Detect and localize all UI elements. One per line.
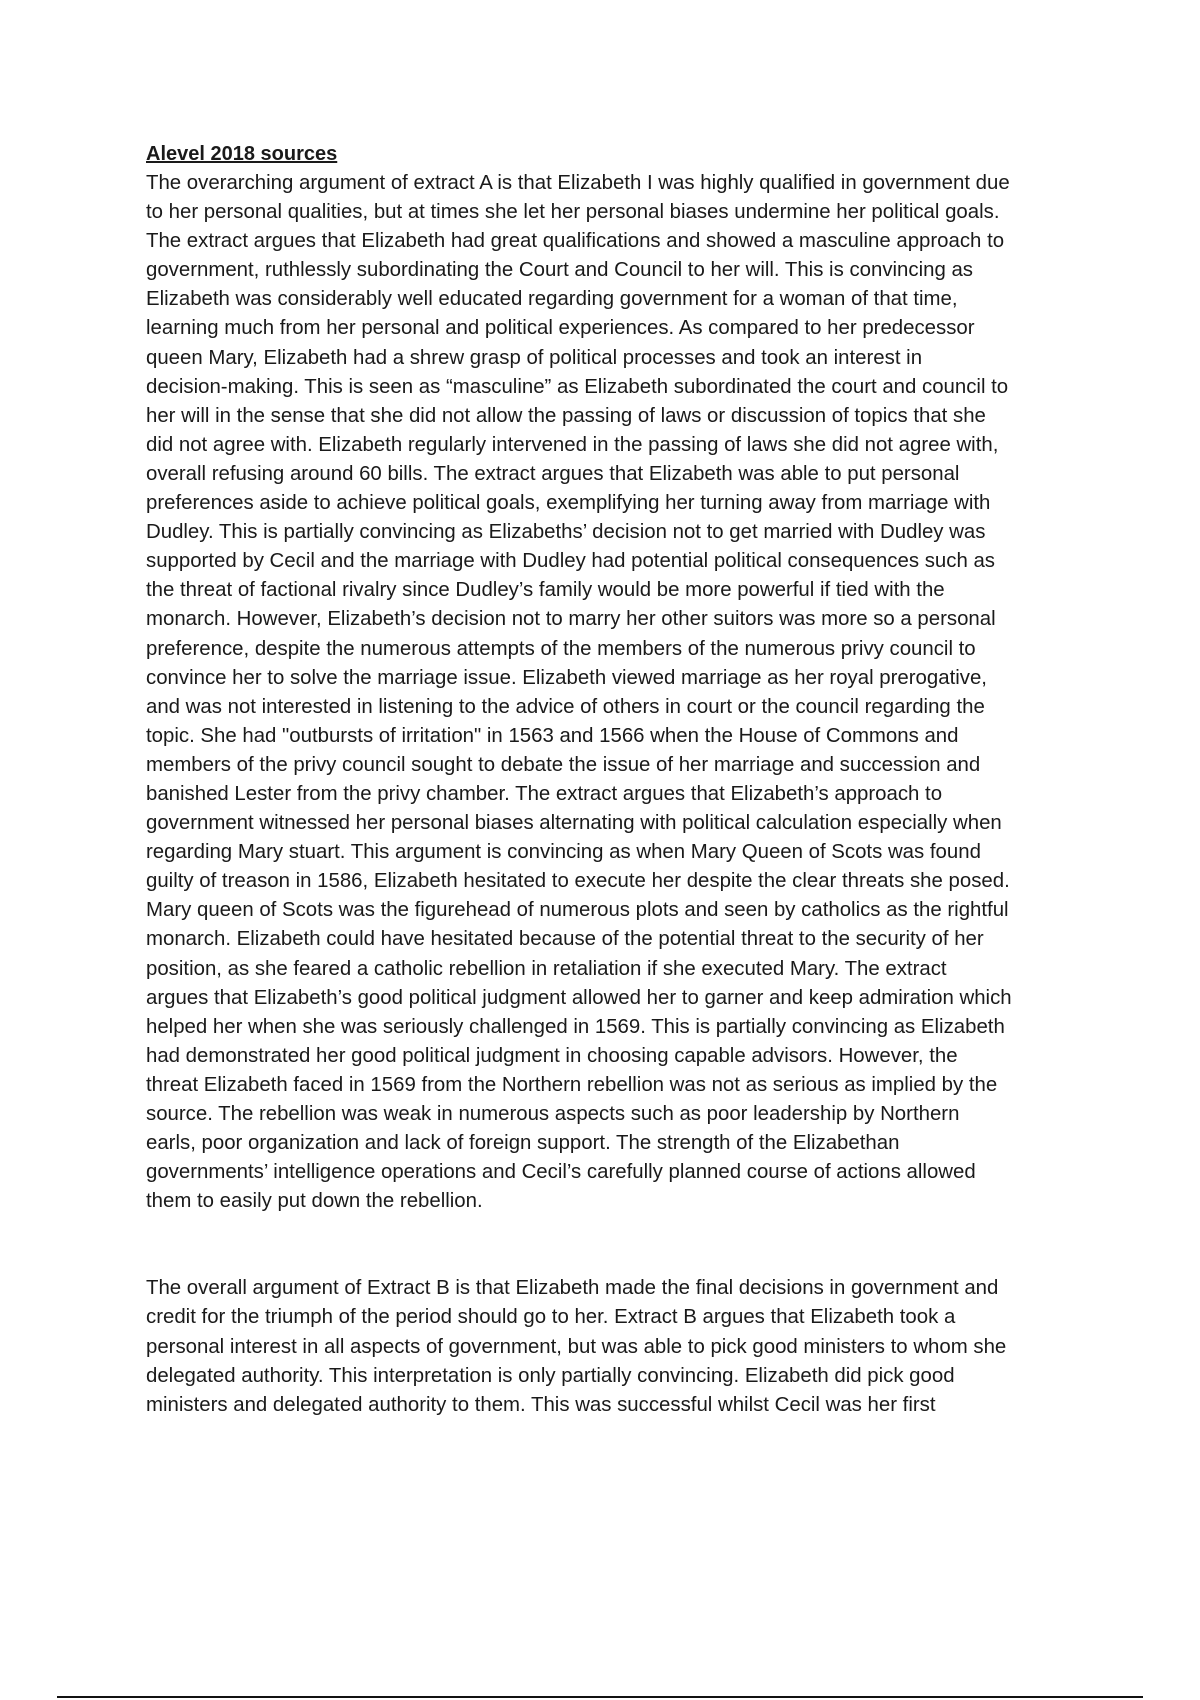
text-line: members of the privy council sought to debate the issue of her marriage and succession and xyxy=(146,753,981,776)
text-line: regarding Mary stuart. This argument is convincing as when Mary Queen of Scots was found xyxy=(146,841,981,864)
text-line: decision-making. This is seen as “masculine” as Elizabeth subordinated the court and council to xyxy=(146,375,1009,398)
text-line: governments’ intelligence operations and Cecil’s carefully planned course of actions allowed xyxy=(146,1161,976,1184)
paragraph-extract-a xyxy=(146,169,1096,1216)
text-line: government witnessed her personal biases alternating with political calculation especially when xyxy=(146,812,1002,835)
document-title: Alevel 2018 sources xyxy=(146,143,338,165)
text-line: guilty of treason in 1586, Elizabeth hesitated to execute her despite the clear threats she posed. xyxy=(146,870,1010,893)
text-line: monarch. Elizabeth could have hesitated because of the potential threat to the security of her xyxy=(146,928,984,951)
text-line: monarch. However, Elizabeth’s decision not to marry her other suitors was more so a personal xyxy=(146,608,996,631)
text-line: helped her when she was seriously challenged in 1569. This is partially convincing as Elizabeth xyxy=(146,1015,1005,1038)
text-line: government, ruthlessly subordinating the Court and Council to her will. This is convincing as xyxy=(146,259,973,282)
text-line: personal interest in all aspects of government, but was able to pick good ministers to whom she xyxy=(146,1335,1007,1358)
text-line: ministers and delegated authority to them. This was successful whilst Cecil was her first xyxy=(146,1393,936,1416)
text-line: Mary queen of Scots was the figurehead of numerous plots and seen by catholics as the rightful xyxy=(146,899,1009,922)
text-line: preferences aside to achieve political goals, exemplifying her turning away from marriage with xyxy=(146,492,991,515)
text-line: topic. She had "outbursts of irritation" in 1563 and 1566 when the House of Commons and xyxy=(146,724,959,747)
text-line: and was not interested in listening to the advice of others in court or the council regarding the xyxy=(146,695,985,718)
text-line: convince her to solve the marriage issue. Elizabeth viewed marriage as her royal prerogative, xyxy=(146,666,987,689)
text-line: queen Mary, Elizabeth had a shrew grasp of political processes and took an interest in xyxy=(146,346,923,369)
text-line: The overarching argument of extract A is that Elizabeth I was highly qualified in government due xyxy=(146,172,1010,194)
text-line: learning much from her personal and political experiences. As compared to her predecessor xyxy=(146,317,975,340)
text-line: Elizabeth was considerably well educated regarding government for a woman of that time, xyxy=(146,288,958,311)
text-line: to her personal qualities, but at times she let her personal biases undermine her political goals. xyxy=(146,201,1000,224)
text-line: them to easily put down the rebellion. xyxy=(146,1190,483,1213)
text-line: earls, poor organization and lack of foreign support. The strength of the Elizabethan xyxy=(146,1132,900,1155)
text-line: the threat of factional rivalry since Dudley’s family would be more powerful if tied with the xyxy=(146,579,945,602)
text-line: preference, despite the numerous attempts of the members of the numerous privy council to xyxy=(146,637,976,660)
text-line: delegated authority. This interpretation is only partially convincing. Elizabeth did pick good xyxy=(146,1364,955,1387)
text-line: source. The rebellion was weak in numerous aspects such as poor leadership by Northern xyxy=(146,1103,960,1125)
text-line: credit for the triumph of the period should go to her. Extract B argues that Elizabeth took a xyxy=(146,1306,956,1329)
text-line: The extract argues that Elizabeth had great qualifications and showed a masculine approach to xyxy=(146,230,1005,253)
text-line: her will in the sense that she did not allow the passing of laws or discussion of topics that she xyxy=(146,404,986,427)
text-line: supported by Cecil and the marriage with Dudley had potential political consequences such as xyxy=(146,550,995,573)
text-line: The overall argument of Extract B is that Elizabeth made the final decisions in government and xyxy=(146,1277,999,1300)
text-line: did not agree with. Elizabeth regularly intervened in the passing of laws she did not agree with, xyxy=(146,433,999,456)
text-line: argues that Elizabeth’s good political judgment allowed her to garner and keep admiration which xyxy=(146,986,1012,1009)
document-page xyxy=(146,140,1096,1420)
text-line: position, as she feared a catholic rebellion in retaliation if she executed Mary. The extract xyxy=(146,957,947,980)
text-line: banished Lester from the privy chamber. The extract argues that Elizabeth’s approach to xyxy=(146,782,943,805)
text-line: Dudley. This is partially convincing as Elizabeths’ decision not to get married with Dudley was xyxy=(146,521,986,544)
text-line: had demonstrated her good political judgment in choosing capable advisors. However, the xyxy=(146,1044,958,1067)
text-line: overall refusing around 60 bills. The extract argues that Elizabeth was able to put personal xyxy=(146,462,960,485)
paragraph-spacer xyxy=(146,1216,1096,1274)
paragraph-extract-b xyxy=(146,1274,1096,1419)
text-line: threat Elizabeth faced in 1569 from the Northern rebellion was not as serious as implied by the xyxy=(146,1073,998,1096)
page-bottom-rule xyxy=(57,1696,1143,1698)
